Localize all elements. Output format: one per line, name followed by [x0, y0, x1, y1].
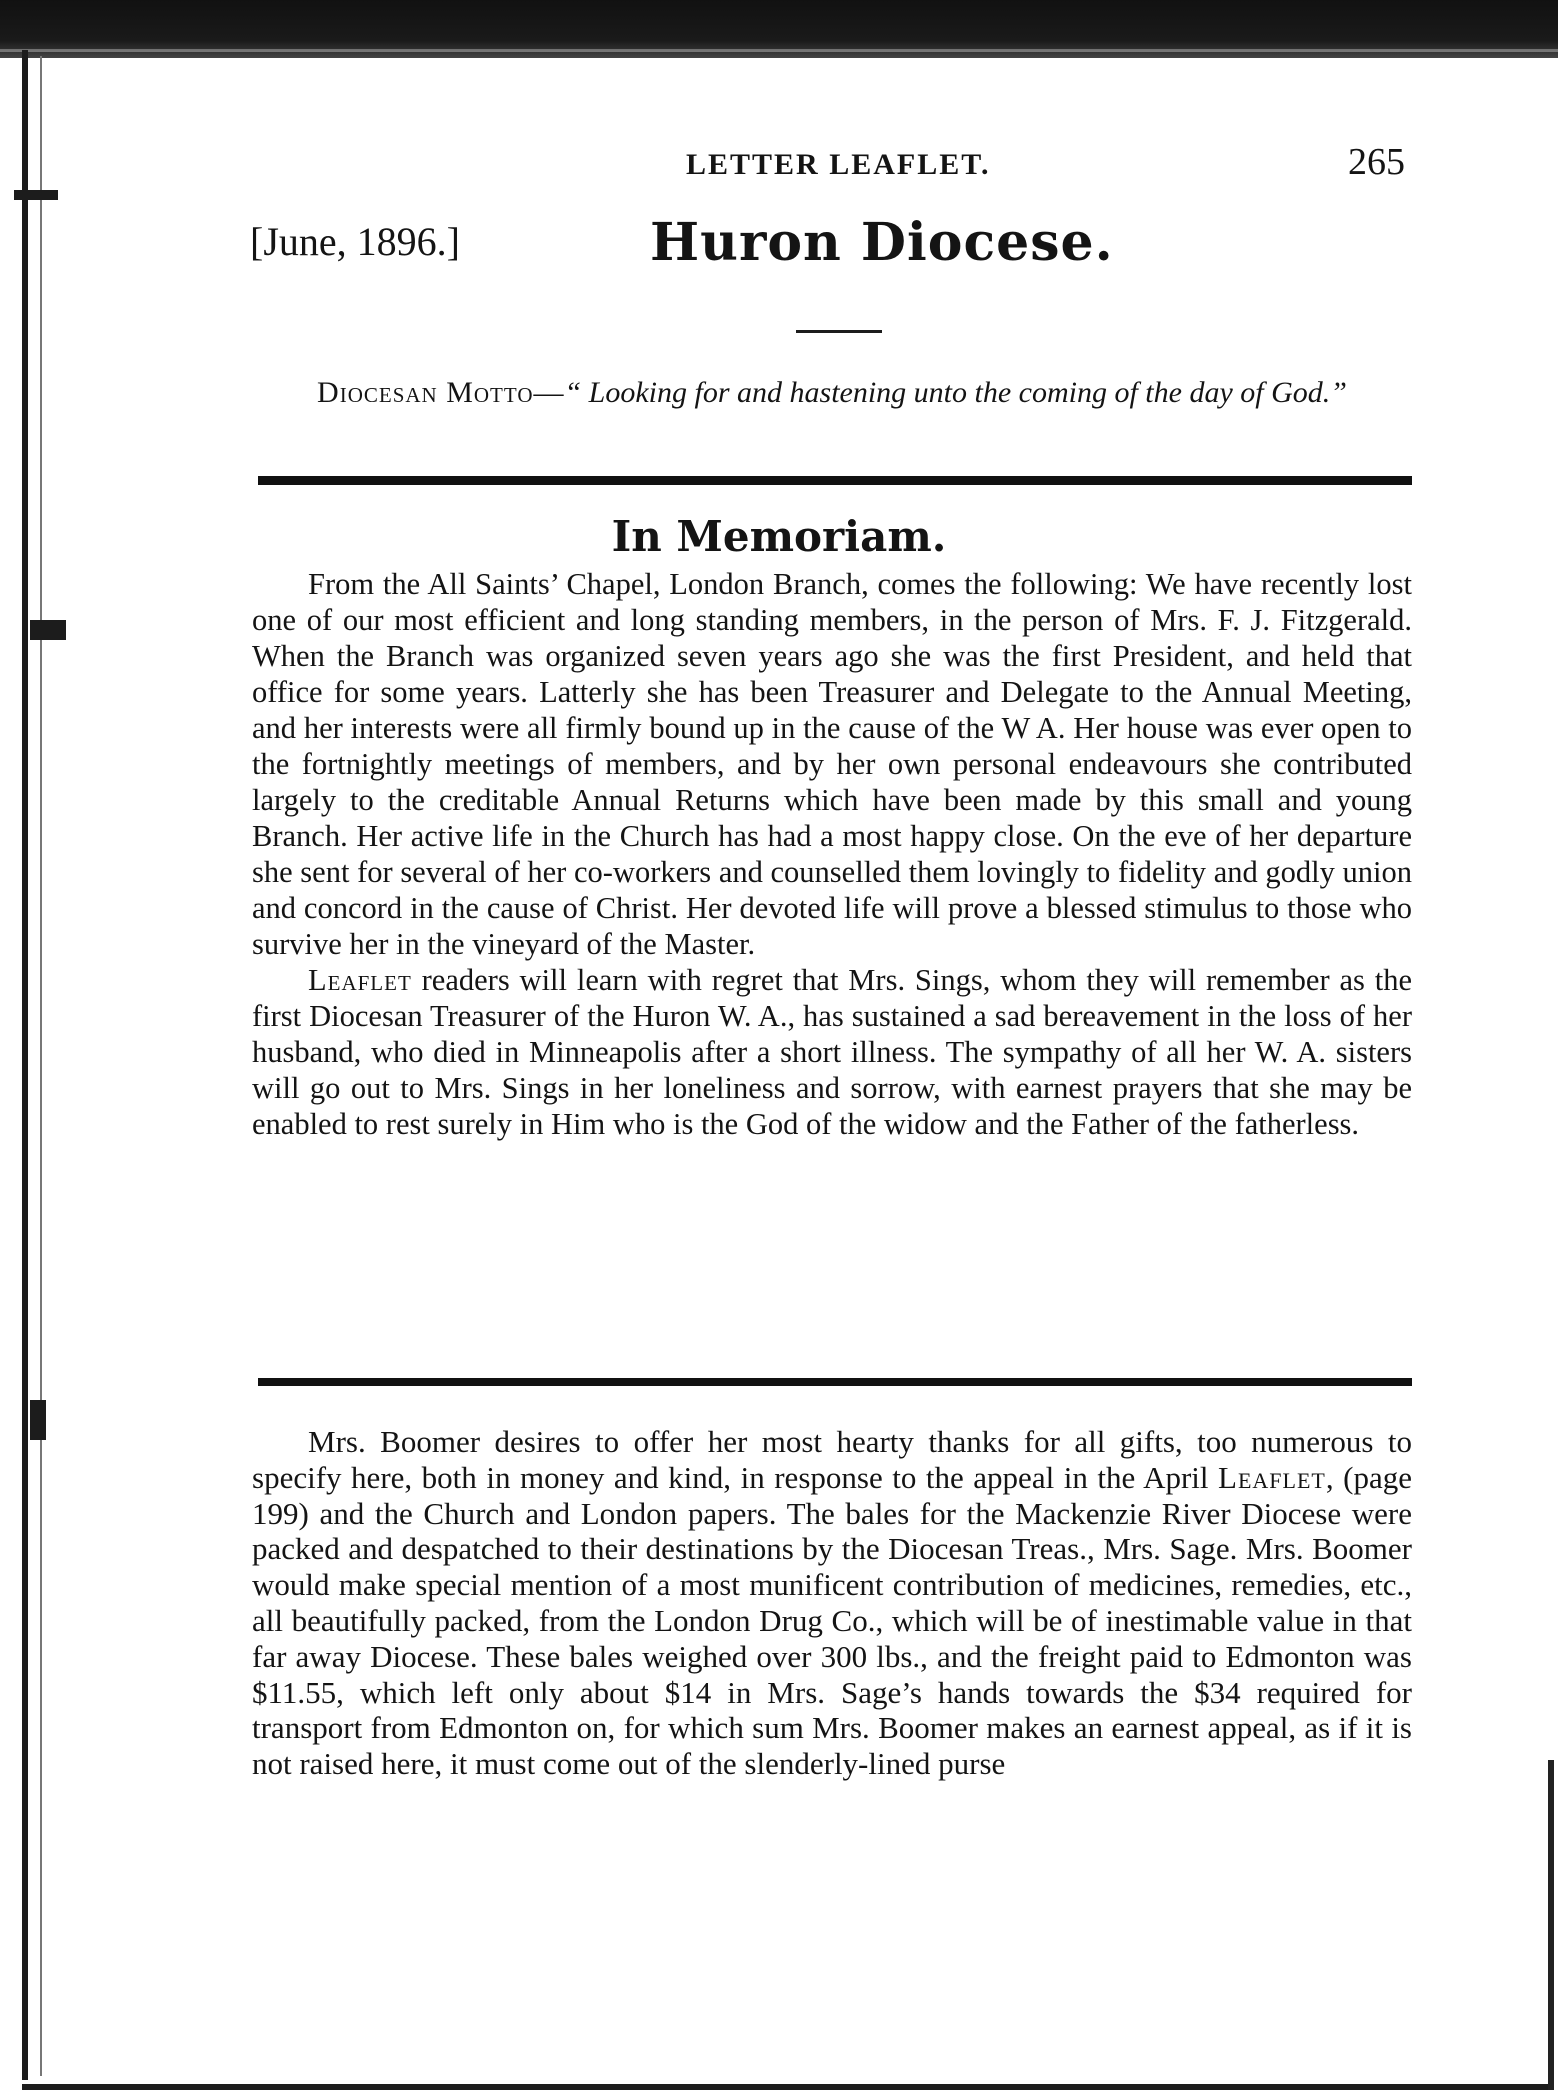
boomer-text-a: Mrs. Boomer desires to offer her most hearty thanks for all gifts, too numerous to specify here, both in money and kind, in response to the appeal in the April — [252, 1424, 1412, 1495]
page-top-border — [0, 0, 1558, 58]
running-head: LETTER LEAFLET. — [686, 148, 991, 181]
left-margin-rule — [22, 50, 28, 2080]
short-divider — [796, 330, 882, 333]
margin-mark — [14, 190, 58, 200]
page-bottom-border — [22, 2084, 1552, 2090]
diocesan-motto — [252, 376, 1412, 410]
section-divider — [258, 476, 1412, 485]
motto-text: “ Looking for and hastening unto the coming of the day of God.” — [564, 376, 1347, 409]
memoriam-paragraph-2-text: readers will learn with regret that Mrs. Sings, whom they will remember as the first Diocesan Treasurer of the Huron W. A., has sustained a sad bereavement in the loss of her husband, who died in Minneapolis after a short illness. The sympathy of all her W. A. sisters will go out to Mrs. Sings in her loneliness and sorrow, with earnest prayers that she may be enabled to rest surely in Him who is the God of the widow and the Father of the fatherless. — [252, 963, 1412, 1141]
section-title: In Memoriam. — [611, 512, 947, 561]
memoriam-paragraph-1: From the All Saints’ Chapel, London Branch, comes the following: We have recently lost one of our most efficient and long standing members, in the person of Mrs. F. J. Fitzgerald. When the Branch was organized seven years ago she was the first President, and held that office for some years. Latterly she has been Treasurer and Delegate to the Annual Meeting, and her interests were all firmly bound up in the cause of the W A. Her house was ever open to the fortnightly meetings of members, and by her own personal endeavours she contributed largely to the creditable Annual Returns which have been made by this small and young Branch. Her active life in the Church has had a most happy close. On the eve of her departure she sent for several of her co-workers and counselled them lovingly to fidelity and godly union and concord in the cause of Christ. Her devoted life will prove a blessed stimulus to those who survive her in the vineyard of the Master. — [252, 567, 1412, 961]
memoriam-text — [252, 566, 1412, 1142]
right-edge-mark — [1548, 1760, 1554, 2090]
memoriam-paragraph-2 — [252, 962, 1412, 1142]
boomer-paragraph — [252, 1424, 1412, 1782]
diocese-title: Huron Diocese. — [650, 212, 1114, 273]
section-divider — [258, 1378, 1412, 1386]
leaflet-small-caps: Leaflet — [308, 963, 412, 997]
left-margin-rule-inner — [40, 56, 42, 2076]
leaflet-small-caps: Leaflet — [1218, 1459, 1326, 1495]
issue-date: [June, 1896.] — [250, 219, 460, 264]
margin-mark — [30, 1400, 46, 1440]
motto-label: Diocesan Motto— — [317, 376, 565, 409]
boomer-text — [252, 1424, 1412, 1782]
margin-mark — [30, 620, 66, 640]
page-number: 265 — [1348, 141, 1405, 183]
boomer-text-b: , (page 199) and the Church and London papers. The bales for the Mackenzie River Diocese were packed and despatched to their destinations by the Diocesan Treas., Mrs. Sage. Mrs. Boomer would make special mention of a most munificent contribution of medicines, remedies, etc., all beautifully packed, from the London Drug Co., which will be of inestimable value in that far away Diocese. These bales weighed over 300 lbs., and the freight paid to Edmonton was $11.55, which left only about $14 in Mrs. Sage’s hands towards the $34 required for transport from Edmonton on, for which sum Mrs. Boomer makes an earnest appeal, as if it is not raised here, it must come out of the slenderly-lined purse — [252, 1459, 1413, 1782]
